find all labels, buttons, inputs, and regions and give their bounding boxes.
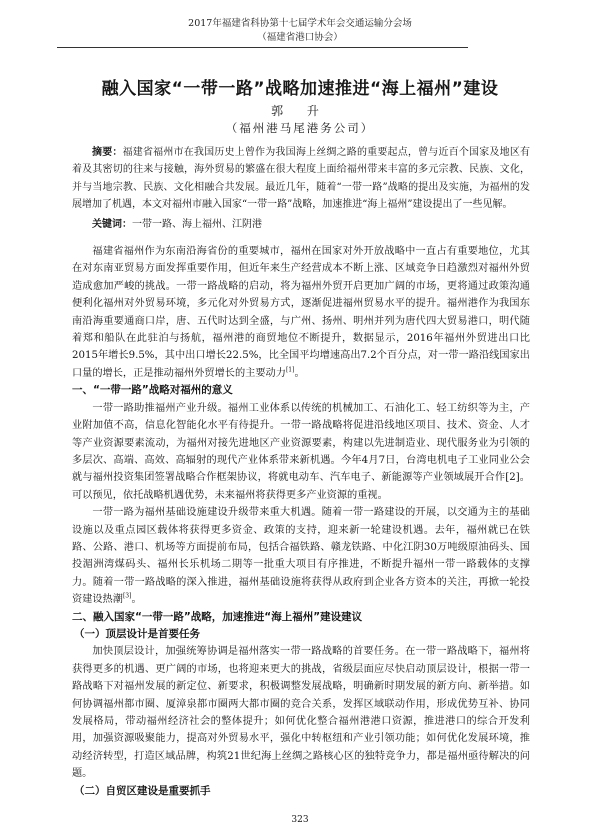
- running-header-line2: （福建省港口协会）: [257, 32, 343, 43]
- abstract: [72, 144, 530, 214]
- subsection-1-heading: （一）顶层设计是首要任务: [74, 627, 200, 640]
- section-1-paragraph-2: [72, 504, 530, 608]
- keywords-text: 一带一路、海上福州、江阴港: [132, 218, 262, 230]
- intro-text: 福建省福州作为东南沿海省份的重要城市，福州在国家对外开放战略中一直占有重要地位，尤其在对东南亚贸易方面发挥重要作用，但近年来生产经营成本不断上涨、区域竞争日趋激烈对福州外贸造成愈加严峻的挑战。一带一路战略的启动，将为福州外贸开启更加广阔的市场，更将通过政策沟通便利化福州对外贸易环境，多元化对外贸易方式，逐渐促进福州贸易水平的提升。福州港作为我国东南沿海重要通商口岸，唐、五代时达到全盛，与广州、扬州、明州并列为唐代四大贸易港口，明代随着郑和船队在此驻泊与扬航，福州港的商贸地位不断提升，数据显示，2016年福州外贸进出口比2015年增长9.5%，其中出口增长22.5%，比全国平均增速高出7.2个百分点，对一带一路沿线国家出口量的增长，正是推动福州外贸增长的主要动力: [72, 246, 530, 379]
- intro-end: 。: [294, 367, 305, 379]
- subsection-1-paragraph: 加快顶层设计，加强统筹协调是福州落实一带一路战略的首要任务。在一带一路战略下，福州将获得更多的机遇、更广阔的市场，也将迎来更大的挑战，省级层面应尽快启动顶层设计，根据一带一路战略下对福州发展的新定位、新要求，积极调整发展战略，明确新时期发展的新方向、新举措。如何协调福州都市圈、厦漳泉都市圈两大都市圈的竞合关系，发挥区域联动作用，形成优势互补、协同发展格局，带动福州经济社会的整体提升；如何优化整合福州港港口资源，推进港口的综合开发利用，加强资源吸聚能力，提高对外贸易水平，强化中转枢纽和产业引领功能；如何优化发展环境，推动经济转型，打造区域品牌，构筑21世纪海上丝绸之路核心区的独特竞争力，都是福州亟待解决的问题。: [72, 646, 530, 780]
- keywords-label: 关键词：: [92, 218, 132, 230]
- intro-paragraph: [72, 243, 530, 382]
- body-text: [72, 243, 530, 800]
- section-1-heading: 一、“一带一路”战略对福州的意义: [72, 384, 233, 397]
- citation-3: [3]: [122, 592, 132, 600]
- header-rule: [57, 47, 468, 48]
- subsection-2-heading: （二）自贸区建设是重要抓手: [74, 784, 211, 797]
- abstract-text: 福建省福州市在我国历史上曾作为我国海上丝绸之路的重要起点，曾与近百个国家及地区有着及其密切的往来与接触，海外贸易的繁盛在很大程度上面给福州带来丰富的多元宗教、民族、文化，并与当地宗教、民族、文化相融合共发展。最近几年，随着“一带一路”战略的提出及实施，为福州的发展增加了机遇，本文对福州市融入国家“一带一路”战略，加速推进“海上福州”建设提出了一些见解。: [72, 147, 531, 211]
- citation-1: [1]: [285, 366, 295, 374]
- section-2-heading: 二、融入国家“一带一路”战略，加速推进“海上福州”建设建议: [72, 610, 363, 623]
- running-header-line1: 2017年福建省科协第十七届学术年会交通运输分会场: [188, 18, 412, 29]
- section-1-paragraph-2-end: 。: [131, 594, 142, 606]
- page-number: 323: [291, 815, 309, 826]
- affiliation: （福州港马尾港务公司）: [225, 121, 375, 135]
- section-1-paragraph-2-text: 一带一路为福州基础设施建设升级带来重大机遇。随着一带一路建设的开展，以交通为主的基础设施以及重点园区载体将获得更多资金、政策的支持，迎来新一轮建设机遇。去年，福州就已在铁路、公路、港口、机场等方面提前布局，包括合福铁路、赣龙铁路、中化江阴30万吨级原油码头、国投湄洲湾煤码头、福州长乐机场二期等一批重大项目有序推进，不断提升福州一带一路载体的支撑力。随着一带一路战略的深入推进，福州基础设施将获得从政府到企业各方资本的关注，再掀一轮投资建设热潮: [72, 507, 530, 606]
- keywords: [72, 216, 530, 233]
- section-1-paragraph-1: 一带一路助推福州产业升级。福州工业体系以传统的机械加工、石油化工、轻工纺织等为主，产业附加值不高，信息化智能化水平有待提升。一带一路战略将促进沿线地区项目、技术、资金、人才等产业资源要素流动，为福州对接先进地区产业资源要素，构建以先进制造业、现代服务业为引领的多层次、高端、高效、高辐射的现代产业体系带来新机遇。今年4月7日，台湾电机电子工业同业公会就与福州投资集团签署战略合作框架协议，将就电动车、汽车电子、新能源等产业领域展开合作[2]。可以预见，依托战略机遇优势，未来福州将获得更多产业资源的重视。: [72, 402, 530, 501]
- abstract-label: 摘要：: [92, 147, 123, 158]
- paper-title: 融入国家“一带一路”战略加速推进“海上福州”建设: [101, 79, 499, 99]
- author: 郭 升: [271, 104, 329, 118]
